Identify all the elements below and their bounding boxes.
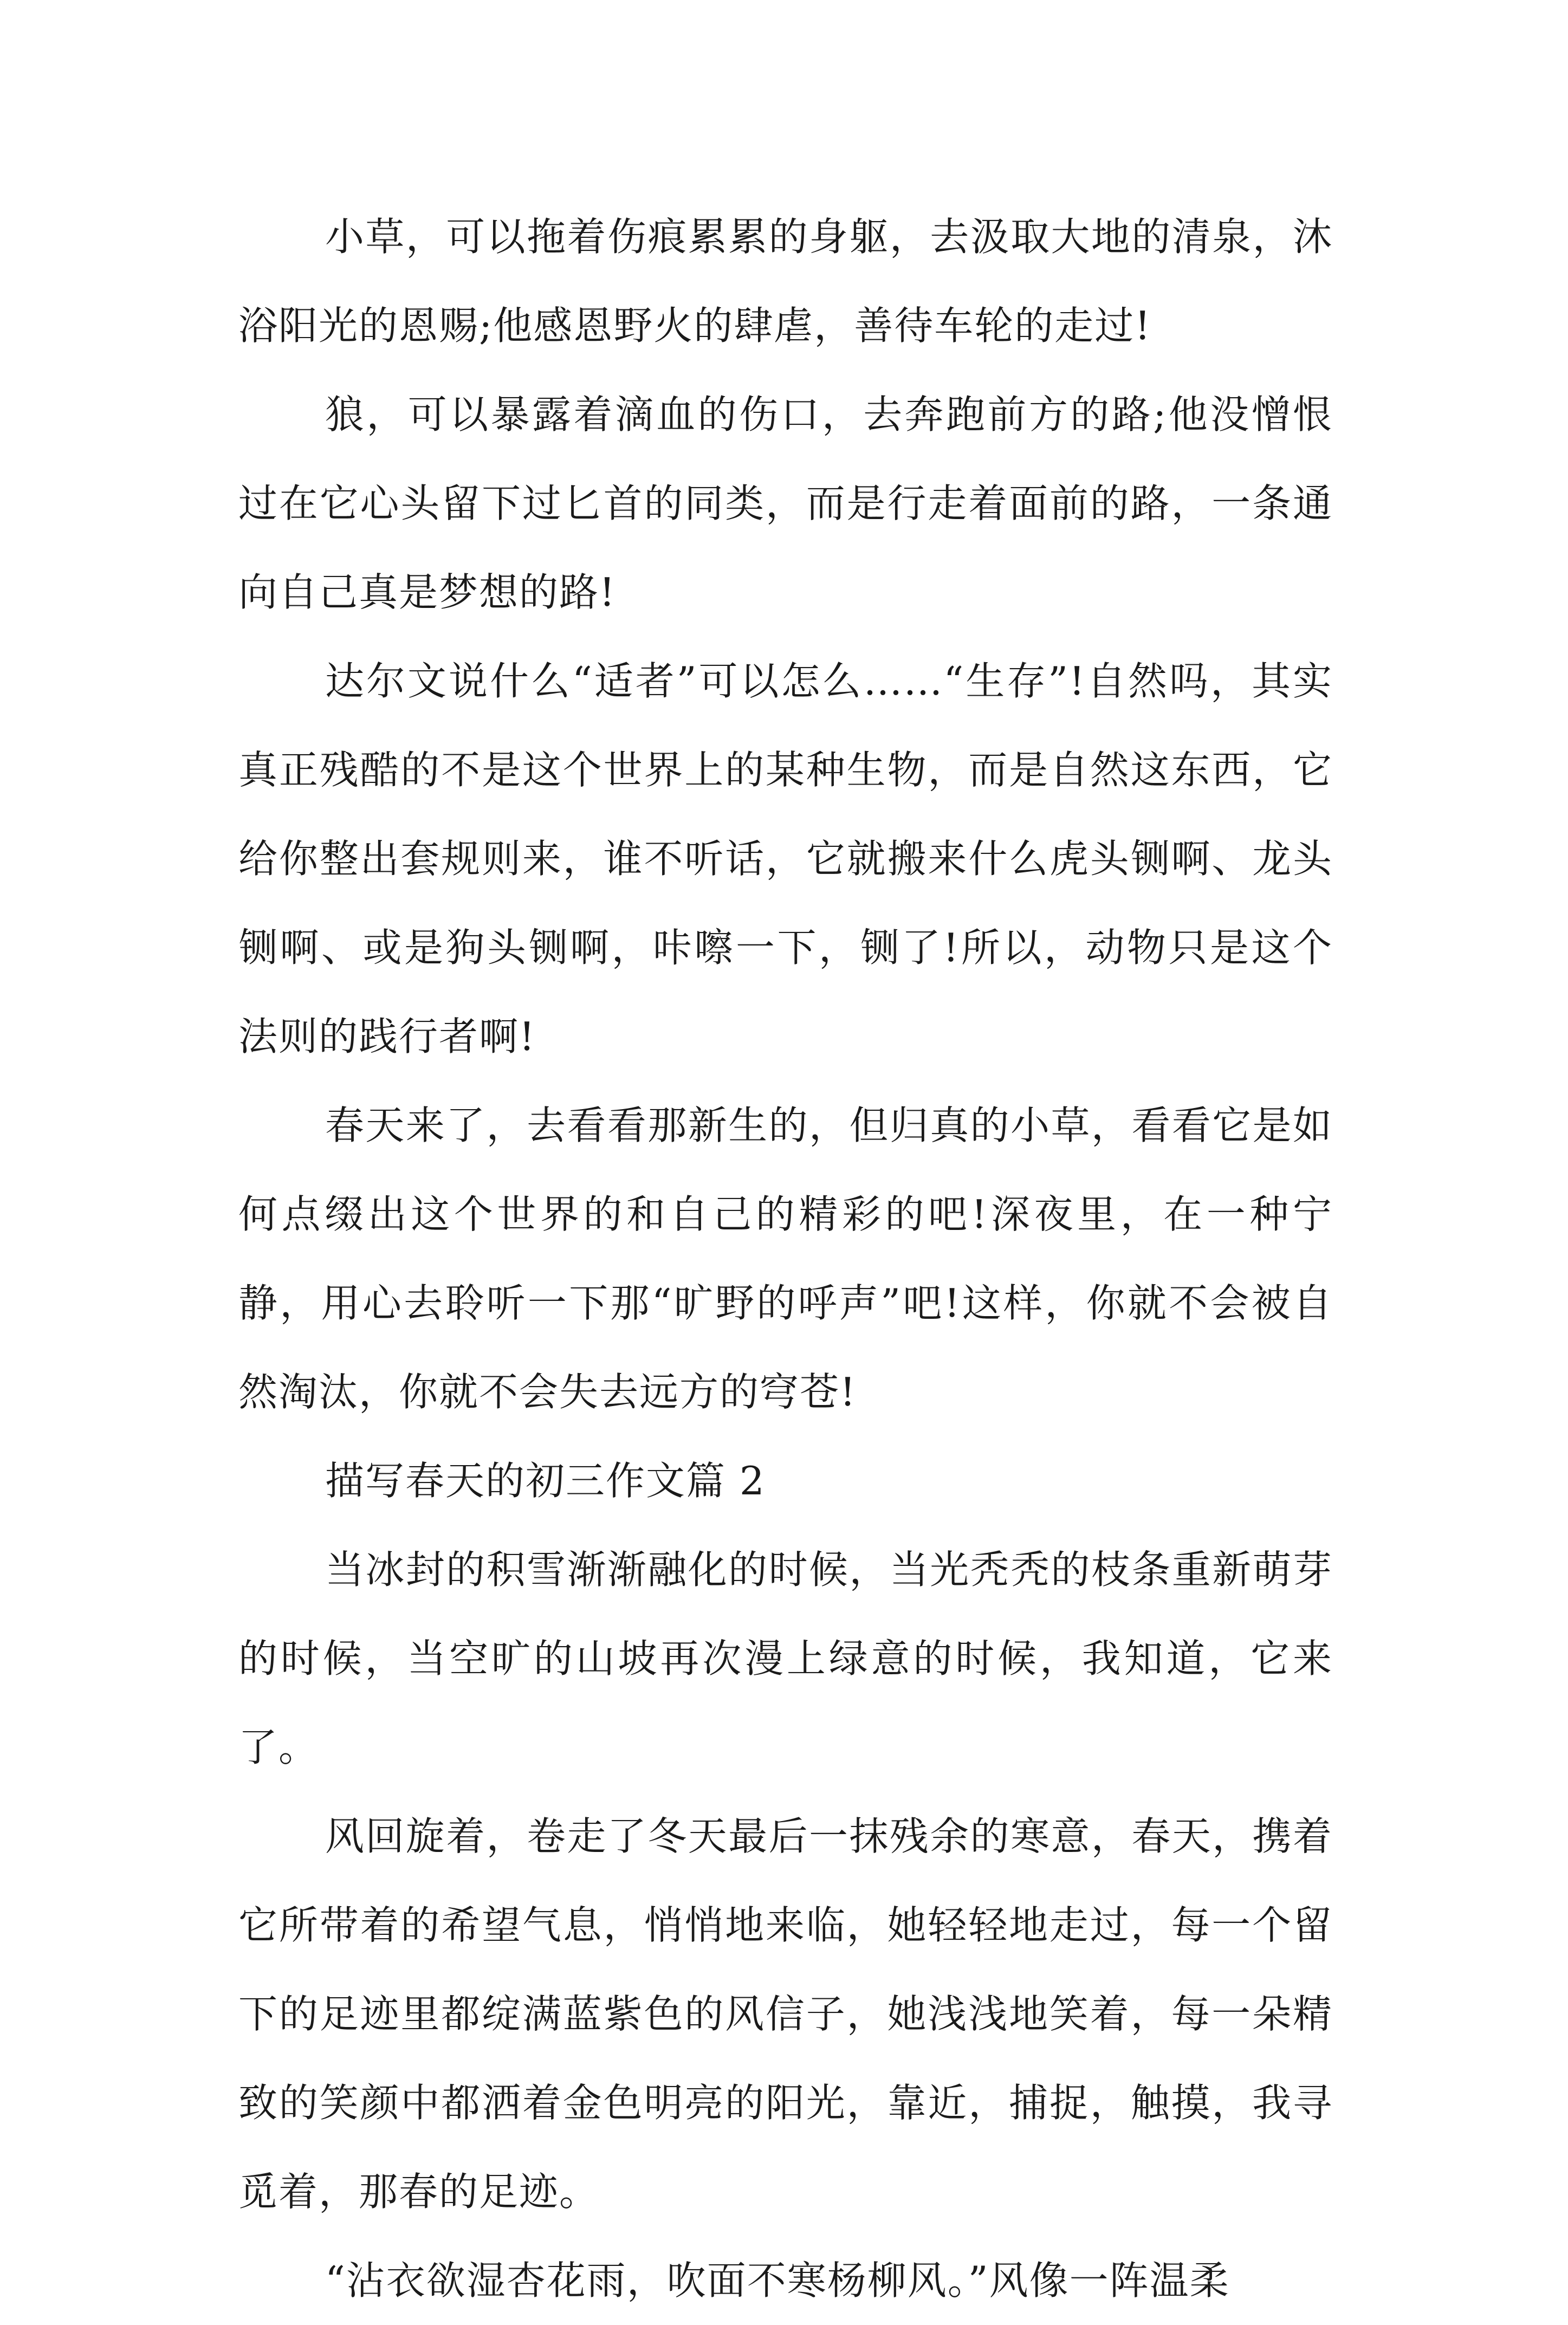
paragraph: “沾衣欲湿杏花雨，吹面不寒杨柳风。”风像一阵温柔 — [325, 2258, 1230, 2303]
paragraph: 狼，可以暴露着滴血的伤口，去奔跑前方的路;他没憎恨过在它心头留下过匕首的同类，而是行走着面前的路，一条通向自己真是梦想的路! — [238, 392, 1333, 615]
document-body — [238, 192, 1333, 2325]
section-heading: 描写春天的初三作文篇 2 — [325, 1458, 766, 1504]
paragraph: 春天来了，去看看那新生的，但归真的小草，看看它是如何点缀出这个世界的和自己的精彩的吧!深夜里，在一种宁静，用心去聆听一下那“旷野的呼声”吧!这样，你就不会被自然淘汰，你就不会失去远方的穹苍! — [238, 1103, 1333, 1415]
paragraph: 小草，可以拖着伤痕累累的身躯，去汲取大地的清泉，沐浴阳光的恩赐;他感恩野火的肆虐，善待车轮的走过! — [238, 214, 1333, 348]
paragraph: 风回旋着，卷走了冬天最后一抹残余的寒意，春天，携着它所带着的希望气息，悄悄地来临，她轻轻地走过，每一个留下的足迹里都绽满蓝紫色的风信子，她浅浅地笑着，每一朵精致的笑颜中都洒着金色明亮的阳光，靠近，捕捉，触摸，我寻觅着，那春的足迹。 — [238, 1814, 1333, 2214]
paragraph: 当冰封的积雪渐渐融化的时候，当光秃秃的枝条重新萌芽的时候，当空旷的山坡再次漫上绿意的时候，我知道，它来了。 — [238, 1547, 1333, 1770]
paragraph: 达尔文说什么“适者”可以怎么……“生存”!自然吗，其实真正残酷的不是这个世界上的某种生物，而是自然这东西，它给你整出套规则来，谁不听话，它就搬来什么虎头铡啊、龙头铡啊、或是狗头铡啊，咔嚓一下，铡了!所以，动物只是这个法则的践行者啊! — [238, 658, 1333, 1059]
